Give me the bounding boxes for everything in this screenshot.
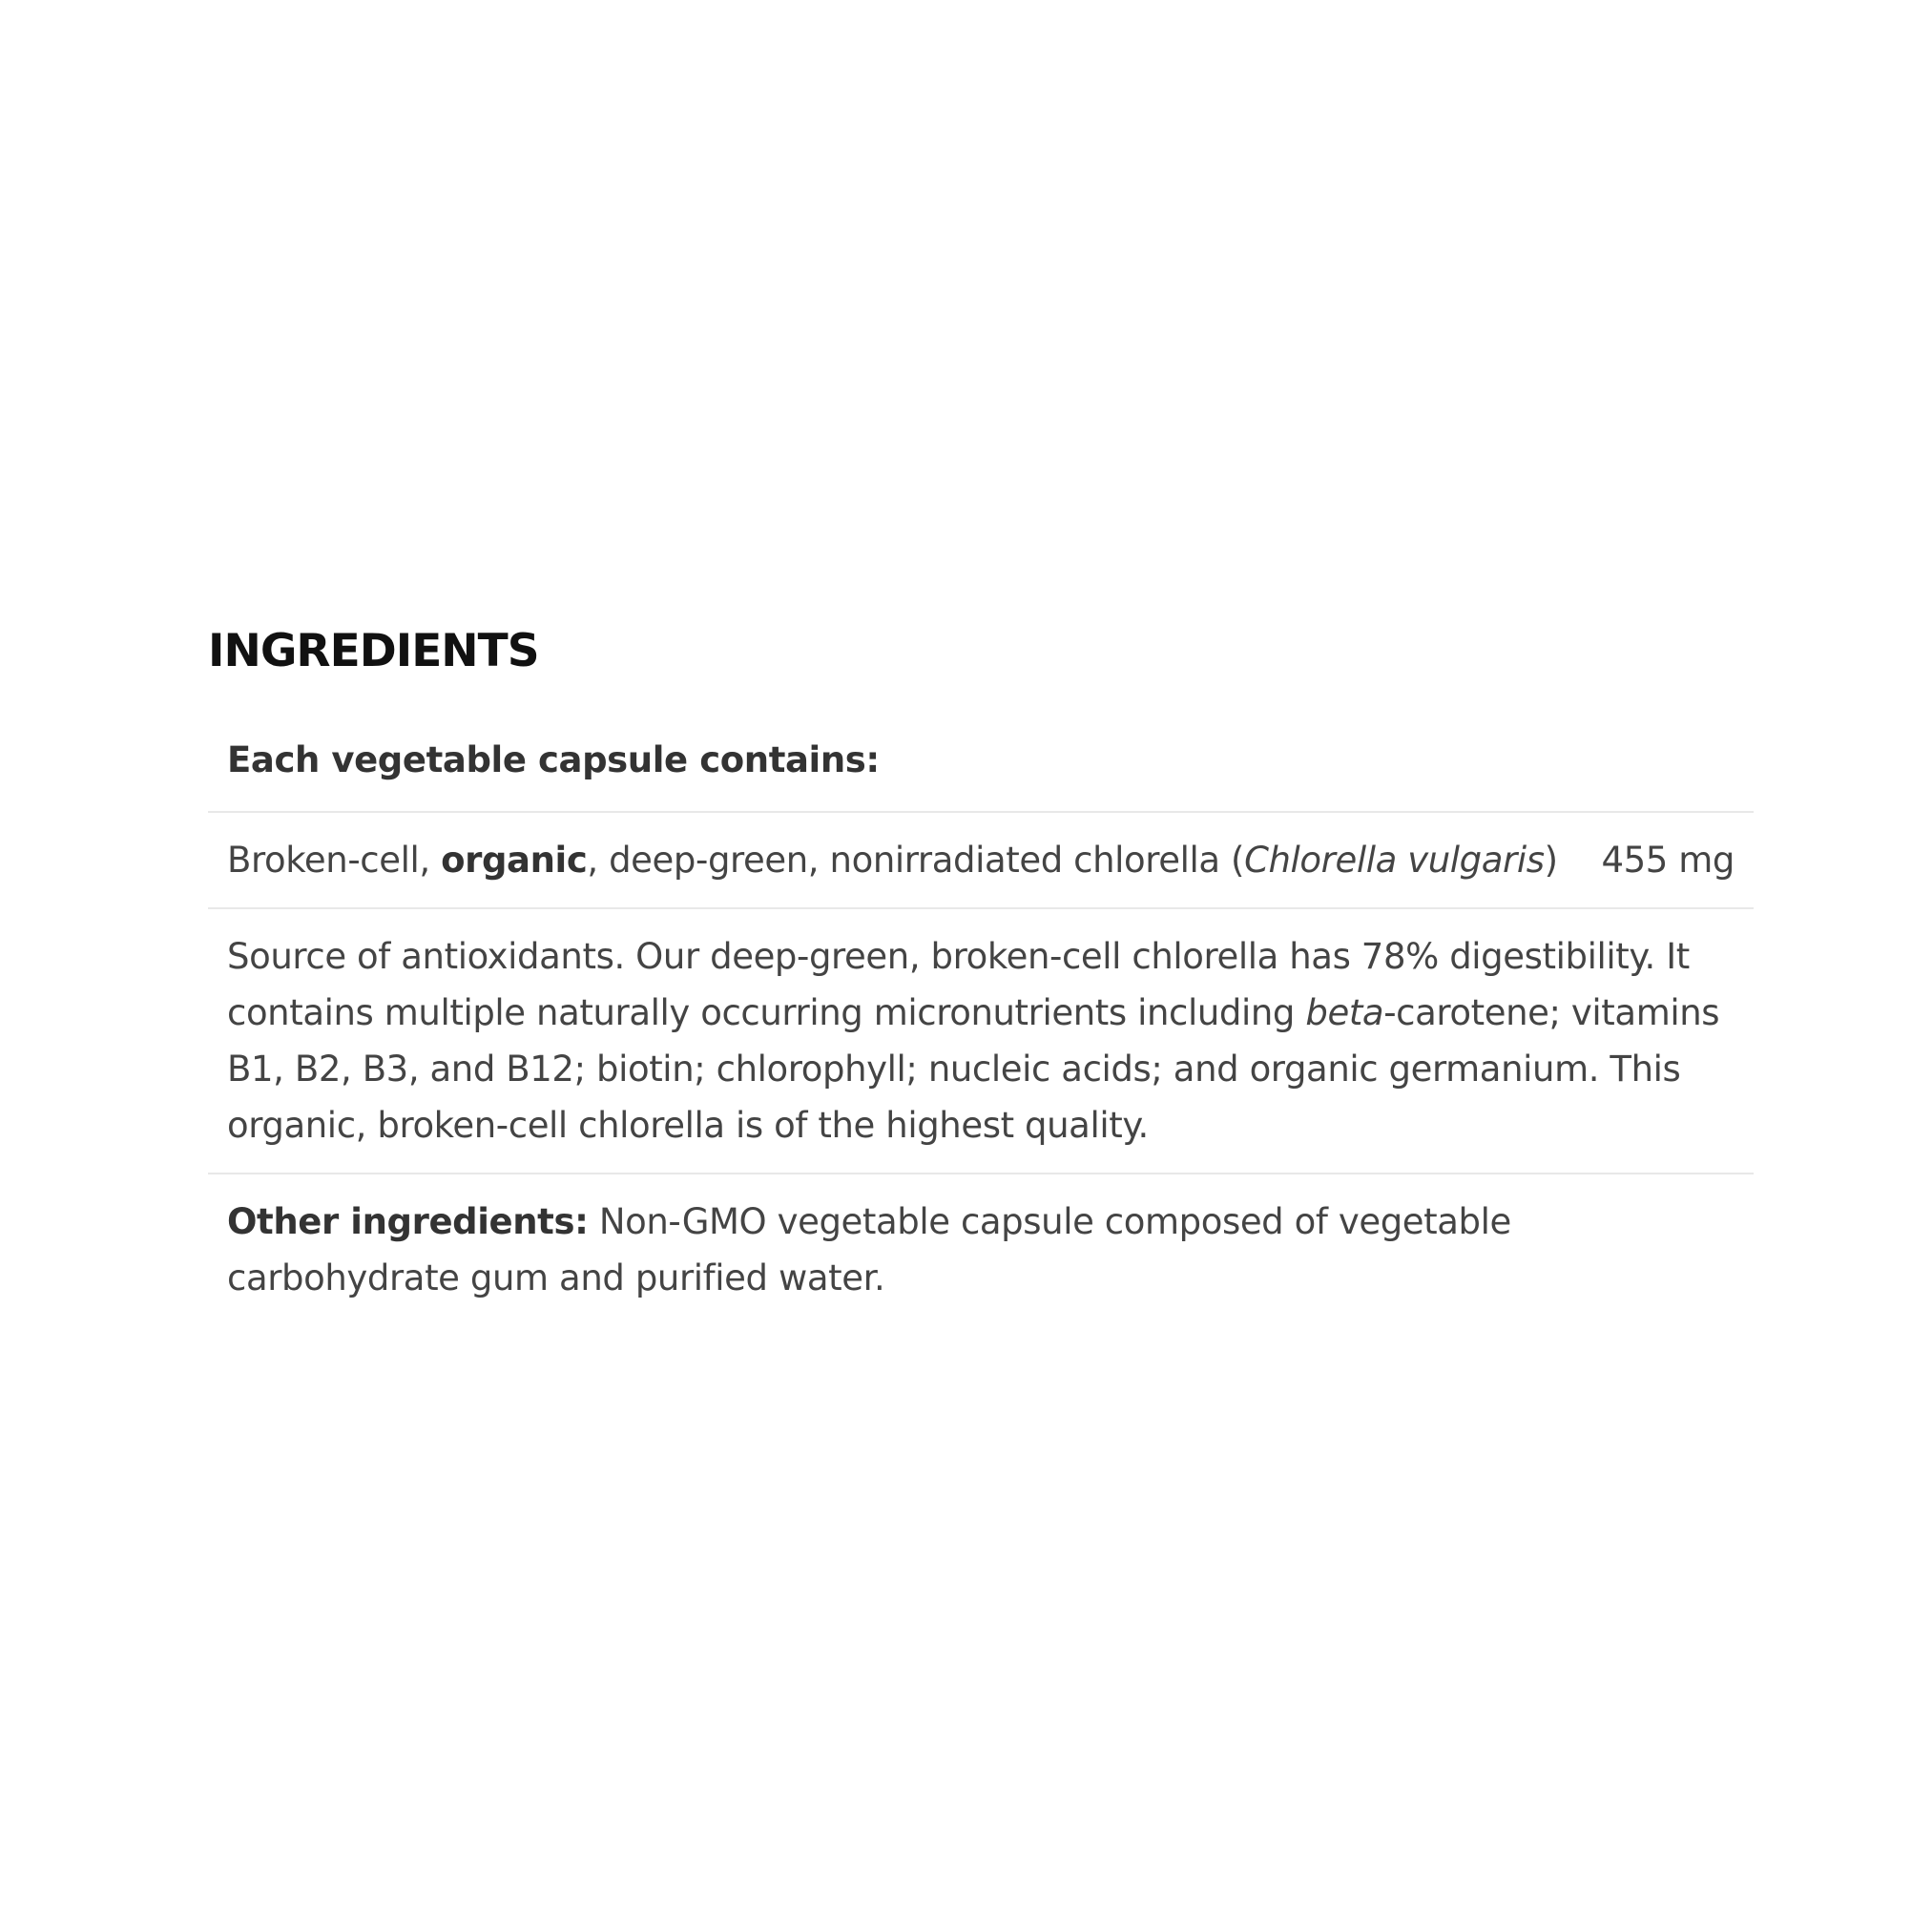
capsule-header: Each vegetable capsule contains: — [208, 732, 1754, 813]
ingredient-latin-name: Chlorella vulgaris — [1244, 840, 1545, 882]
other-ingredients-text: Non-GMO vegetable capsule composed of vegetable carbohydrate gum and purified water. — [227, 1201, 1511, 1299]
page-title: INGREDIENTS — [208, 625, 539, 677]
ingredients-panel — [208, 625, 1754, 1306]
description-italic: beta — [1305, 992, 1384, 1034]
ingredient-name: Broken-cell, organic, deep-green, nonirradiated chlorella (Chlorella vulgaris) — [227, 840, 1558, 882]
ingredient-description: Source of antioxidants. Our deep-green, broken-cell chlorella has 78% digestibility. It contains multiple naturally occurring micronutrients including beta-carotene; vitamins B1, B2, B3, and B12; biotin; chlorophyll; nucleic acids; and organic germanium. This organic, broken-cell chlorella is of the highest quality. — [208, 909, 1754, 1174]
ingredient-bold: organic — [441, 840, 588, 882]
ingredient-row — [208, 813, 1754, 909]
ingredient-amount: 455 mg — [1601, 840, 1735, 882]
other-ingredients-label: Other ingredients: — [227, 1201, 589, 1243]
other-ingredients — [208, 1174, 1754, 1306]
